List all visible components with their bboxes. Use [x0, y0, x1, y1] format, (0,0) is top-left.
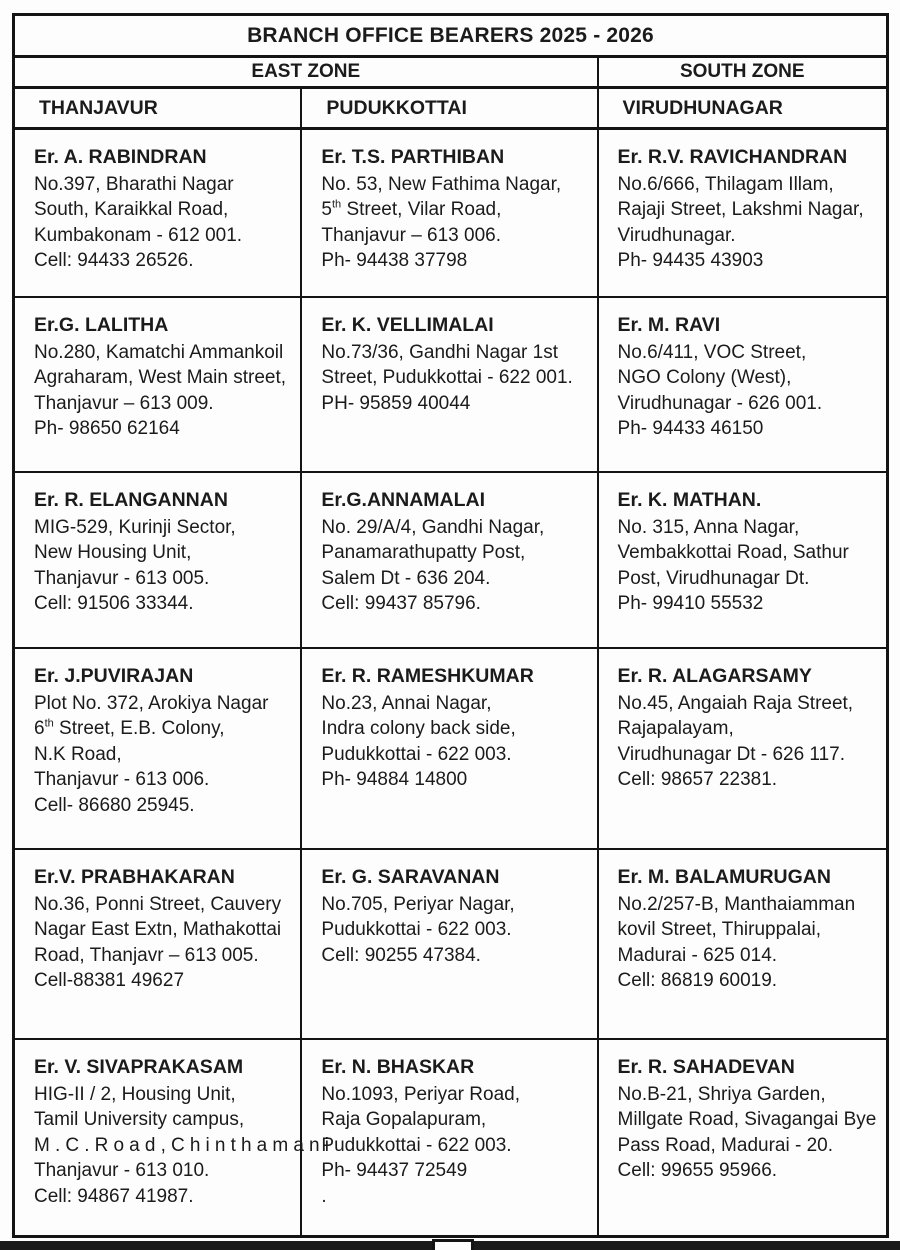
person-name: Er. M. RAVI: [617, 314, 721, 336]
address-line: Ph- 94438 37798: [321, 250, 468, 271]
address-line: No.6/411, VOC Street,: [617, 341, 807, 363]
table-row: [15, 1040, 886, 1235]
address-line: Rajapalayam,: [617, 718, 734, 739]
person-name: Er.G. LALITHA: [34, 314, 169, 336]
address-line: Millgate Road, Sivagangai Bye: [617, 1109, 877, 1130]
zone-header-row: [15, 58, 886, 89]
address-line: Cell: 98657 22381.: [617, 769, 778, 790]
bearer-card: [599, 850, 886, 1038]
address-line: Virudhunagar - 626 001.: [617, 392, 823, 414]
address-line: 5th Street, Vilar Road,: [321, 198, 502, 220]
address-line: No.397, Bharathi Nagar: [34, 173, 234, 195]
table-row: [15, 649, 886, 850]
office-bearers-table: [12, 13, 889, 1238]
address-line: No.1093, Periyar Road,: [321, 1083, 520, 1105]
bearer-card: [599, 649, 886, 848]
address-line: No.2/257-B, Manthaiamman: [617, 893, 856, 915]
zone-east-header: EAST ZONE: [15, 58, 599, 86]
bearer-card: [15, 850, 302, 1038]
address-line: Cell: 91506 33344.: [34, 593, 194, 614]
address-line: Pudukkottai - 622 003.: [321, 919, 512, 940]
address-line: Cell- 86680 25945.: [34, 794, 195, 816]
address-line: New Housing Unit,: [34, 542, 192, 563]
address-line: Cell: 99655 95966.: [617, 1160, 778, 1181]
address-line: Ph- 94433 46150: [617, 418, 764, 439]
address-line: Panamarathupatty Post,: [321, 542, 526, 563]
zone-south-header: SOUTH ZONE: [679, 61, 805, 82]
address-line: Ph- 98650 62164: [34, 418, 180, 439]
address-line: No.73/36, Gandhi Nagar 1st: [321, 341, 559, 363]
address-line: 6th Street, E.B. Colony,: [34, 717, 225, 739]
table-row: [15, 850, 886, 1040]
branch-header-row: [15, 89, 886, 130]
address-line: Tamil University campus,: [34, 1109, 245, 1130]
address-line: Indra colony back side,: [321, 718, 516, 739]
address-line: South, Karaikkal Road,: [34, 199, 229, 220]
bearer-card: [302, 473, 598, 647]
person-name: Er. R. ELANGANNAN: [34, 489, 228, 511]
address-line: No.6/666, Thilagam Illam,: [617, 173, 834, 195]
address-line: PH- 95859 40044: [321, 392, 471, 414]
bearer-card: [15, 298, 302, 471]
address-line: Agraharam, West Main street,: [34, 367, 287, 388]
person-name: Er.V. PRABHAKARAN: [34, 866, 235, 888]
bearer-card: [302, 298, 598, 471]
bearer-card: [15, 1040, 335, 1235]
address-line: NGO Colony (West),: [617, 367, 792, 388]
address-line: MIG-529, Kurinji Sector,: [34, 516, 236, 538]
bearer-card: [302, 1040, 598, 1235]
address-line: Ph- 94437 72549: [321, 1160, 468, 1181]
address-line: No.B-21, Shriya Garden,: [617, 1083, 826, 1105]
address-line: Madurai - 625 014.: [617, 944, 778, 966]
person-name: Er. A. RABINDRAN: [34, 146, 207, 168]
address-line: M.C.Road,Chinthamani: [34, 1134, 335, 1156]
bearer-card: [599, 298, 886, 471]
address-line: HIG-II / 2, Housing Unit,: [34, 1083, 236, 1105]
address-line: Street, Pudukkottai - 622 001.: [321, 367, 573, 388]
bearer-card: [302, 850, 598, 1038]
address-line: No. 315, Anna Nagar,: [617, 516, 800, 538]
address-line: Virudhunagar.: [617, 224, 736, 246]
bearer-card: [15, 130, 302, 296]
person-name: Er. J.PUVIRAJAN: [34, 665, 194, 687]
address-line: Pudukkottai - 622 003.: [321, 1134, 512, 1156]
address-line: Kumbakonam - 612 001.: [34, 224, 243, 246]
person-name: Er. N. BHASKAR: [321, 1056, 475, 1078]
table-body: [15, 130, 886, 1235]
address-line: Cell: 99437 85796.: [321, 593, 481, 614]
table-row: [15, 130, 886, 298]
address-line: No.23, Annai Nagar,: [321, 692, 492, 714]
bearer-card: [599, 130, 886, 296]
table-row: [15, 298, 886, 473]
address-line: Cell: 86819 60019.: [617, 970, 778, 991]
person-name: Er. G. SARAVANAN: [321, 866, 500, 888]
address-line: Plot No. 372, Arokiya Nagar: [34, 692, 269, 714]
address-line: No. 29/A/4, Gandhi Nagar,: [321, 516, 545, 538]
address-line: Road, Thanjavr – 613 005.: [34, 944, 259, 966]
bearer-card: [302, 130, 598, 296]
address-line: No. 53, New Fathima Nagar,: [321, 173, 562, 195]
address-line: Thanjavur – 613 009.: [34, 392, 214, 414]
bearer-card: [15, 473, 302, 647]
address-line: Cell-88381 49627: [34, 970, 185, 991]
address-line: Pudukkottai - 622 003.: [321, 743, 512, 765]
address-line: N.K Road,: [34, 743, 122, 765]
address-line: No.45, Angaiah Raja Street,: [617, 692, 854, 714]
address-line: .: [321, 1185, 327, 1207]
address-line: Thanjavur - 613 010.: [34, 1160, 210, 1181]
address-line: Ph- 94435 43903: [617, 250, 764, 271]
table-title: BRANCH OFFICE BEARERS 2025 - 2026: [15, 16, 886, 58]
person-name: Er.G.ANNAMALAI: [321, 489, 486, 511]
address-line: Ph- 94884 14800: [321, 769, 468, 790]
address-line: Thanjavur - 613 005.: [34, 567, 210, 589]
person-name: Er. V. SIVAPRAKASAM: [34, 1056, 244, 1078]
person-name: Er. K. MATHAN.: [617, 489, 762, 511]
person-name: Er. T.S. PARTHIBAN: [321, 146, 505, 168]
address-line: Salem Dt - 636 204.: [321, 567, 491, 589]
address-line: Nagar East Extn, Mathakottai: [34, 919, 282, 940]
branch-header-virudhunagar: VIRUDHUNAGAR: [622, 96, 783, 119]
address-line: Cell: 94433 26526.: [34, 250, 194, 271]
address-line: Cell: 94867 41987.: [34, 1185, 194, 1207]
address-line: kovil Street, Thiruppalai,: [617, 919, 822, 940]
address-line: No.36, Ponni Street, Cauvery: [34, 893, 282, 915]
person-name: Er. R.V. RAVICHANDRAN: [617, 146, 848, 168]
bearer-card: [15, 649, 302, 848]
bearer-card: [599, 473, 886, 647]
person-name: Er. R. SAHADEVAN: [617, 1056, 795, 1078]
address-line: Pass Road, Madurai - 20.: [617, 1134, 833, 1156]
address-line: Vembakkottai Road, Sathur: [617, 542, 849, 563]
person-name: Er. K. VELLIMALAI: [321, 314, 494, 336]
address-line: Virudhunagar Dt - 626 117.: [617, 743, 845, 765]
person-name: Er. R. RAMESHKUMAR: [321, 665, 534, 687]
address-line: Ph- 99410 55532: [617, 593, 764, 614]
address-line: Thanjavur – 613 006.: [321, 224, 501, 246]
bearer-card: [302, 649, 598, 848]
address-line: Thanjavur - 613 006.: [34, 769, 210, 790]
branch-header-thanjavur: THANJAVUR: [15, 89, 302, 127]
address-line: Cell: 90255 47384.: [321, 944, 481, 966]
person-name: Er. R. ALAGARSAMY: [617, 665, 812, 687]
branch-header-pudukkottai: PUDUKKOTTAI: [302, 89, 598, 127]
address-line: Rajaji Street, Lakshmi Nagar,: [617, 199, 864, 220]
address-line: Raja Gopalapuram,: [321, 1109, 487, 1130]
table-row: [15, 473, 886, 649]
bearer-card: [599, 1040, 886, 1235]
page-number-box: [432, 1239, 474, 1250]
address-line: Post, Virudhunagar Dt.: [617, 567, 810, 589]
person-name: Er. M. BALAMURUGAN: [617, 866, 831, 888]
address-line: No.280, Kamatchi Ammankoil: [34, 341, 284, 363]
address-line: No.705, Periyar Nagar,: [321, 893, 515, 915]
